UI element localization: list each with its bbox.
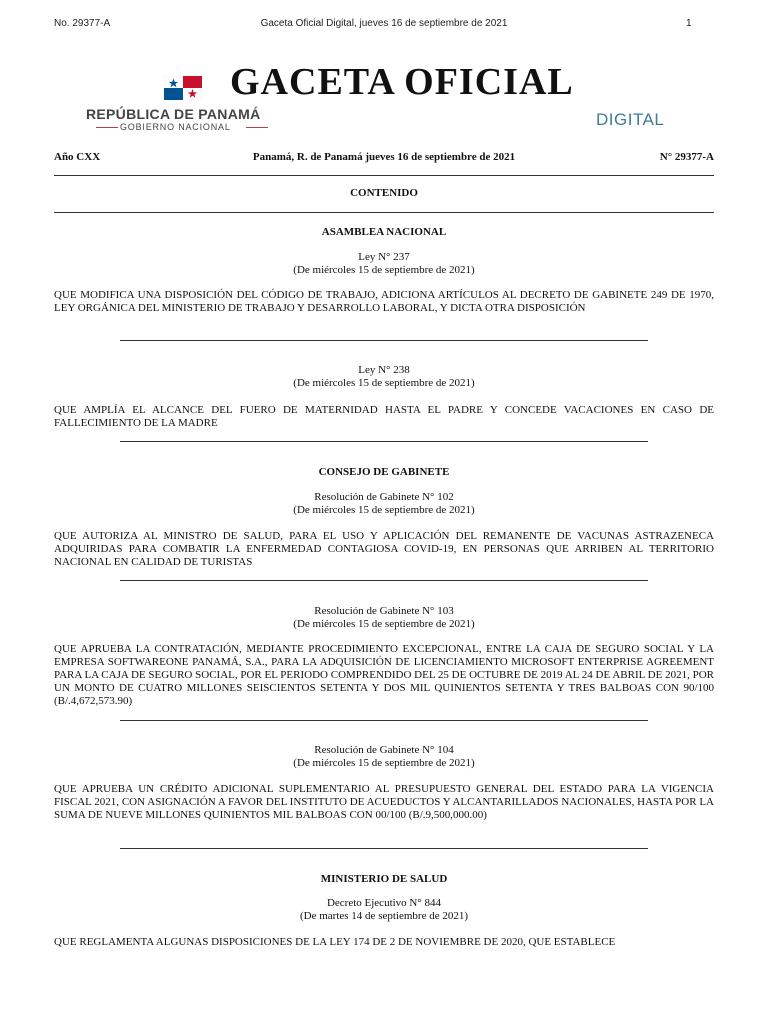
entry-title: Ley N° 237: [358, 251, 410, 263]
entry-title: Resolución de Gabinete N° 102: [314, 491, 454, 503]
contents-heading: CONTENIDO: [350, 187, 418, 199]
entry-date: (De miércoles 15 de septiembre de 2021): [293, 757, 475, 769]
entry-summary: QUE APRUEBA LA CONTRATACIÓN, MEDIANTE PROCEDIMIENTO EXCEPCIONAL, ENTRE LA CAJA DE SEGURO SOCIAL Y LA EMPRESA SOFTWAREONE PANAMÁ, S.A., PARA LA ADQUISICIÓN DE LICENCIAMIENTO MICROSOFT ENTERPRISE AGREEMENT PARA LA CAJA DE SEGURO SOCIAL, POR EL PERIODO COMPRENDIDO DEL 25 DE OCTUBRE DE 2019 AL 24 DE ABRIL DE 2021, POR UN MONTO DE CUATRO MILLONES SEISCIENTOS SETENTA Y DOS MIL QUINIENTOS SETENTA Y TRES BALBOAS CON 90/100 (B/.4,672,573.90): [54, 643, 714, 707]
digital-label: DIGITAL: [596, 110, 665, 129]
section-heading: CONSEJO DE GABINETE: [318, 466, 450, 478]
divider: [120, 848, 648, 849]
panama-flag-icon: [164, 76, 202, 100]
divider: [54, 212, 714, 213]
section-heading: MINISTERIO DE SALUD: [320, 873, 448, 885]
entry-date: (De miércoles 15 de septiembre de 2021): [293, 377, 475, 389]
issue-number-header: No. 29377-A: [54, 18, 111, 29]
divider: [120, 340, 648, 341]
divider: [246, 127, 268, 128]
gazette-title: GACETA OFICIAL: [230, 61, 574, 103]
entry-date: (De miércoles 15 de septiembre de 2021): [293, 264, 475, 276]
entry-date: (De miércoles 15 de septiembre de 2021): [293, 504, 475, 516]
year-label: Año CXX: [54, 151, 101, 163]
entry-title: Resolución de Gabinete N° 104: [314, 744, 454, 756]
issue-number: N° 29377-A: [659, 151, 714, 163]
running-title: Gaceta Oficial Digital, jueves 16 de septiembre de 2021: [260, 18, 508, 29]
entry-summary: QUE APRUEBA UN CRÉDITO ADICIONAL SUPLEMENTARIO AL PRESUPUESTO GENERAL DEL ESTADO PARA LA VIGENCIA FISCAL 2021, CON ASIGNACIÓN A FAVOR DEL INSTITUTO DE ACUEDUCTOS Y ALCANTARILLADOS NACIONALES, HASTA POR LA SUMA DE NUEVE MILLONES QUINIENTOS MIL BALBOAS CON 00/100 (B/.9,500,000.00): [54, 783, 714, 821]
entry-summary: QUE AMPLÍA EL ALCANCE DEL FUERO DE MATERNIDAD HASTA EL PADRE Y CONCEDE VACACIONES EN CASO DE FALLECIMIENTO DE LA MADRE: [54, 404, 714, 429]
entry-summary: QUE REGLAMENTA ALGUNAS DISPOSICIONES DE LA LEY 174 DE 2 DE NOVIEMBRE DE 2020, QUE ESTABLECE: [54, 936, 616, 948]
divider: [120, 580, 648, 581]
entry-title: Ley N° 238: [358, 364, 410, 376]
entry-title: Decreto Ejecutivo N° 844: [326, 897, 442, 909]
government-label: GOBIERNO NACIONAL: [120, 122, 231, 132]
divider: [96, 127, 118, 128]
entry-date: (De martes 14 de septiembre de 2021): [300, 910, 468, 922]
entry-date: (De miércoles 15 de septiembre de 2021): [293, 618, 475, 630]
divider: [120, 441, 648, 442]
divider: [120, 720, 648, 721]
place-date: Panamá, R. de Panamá jueves 16 de septiembre de 2021: [252, 151, 516, 163]
republic-name: REPÚBLICA DE PANAMÁ: [86, 106, 261, 122]
divider: [54, 175, 714, 176]
section-heading: ASAMBLEA NACIONAL: [321, 226, 447, 238]
entry-title: Resolución de Gabinete N° 103: [314, 605, 454, 617]
page-number: 1: [686, 18, 692, 29]
entry-summary: QUE AUTORIZA AL MINISTRO DE SALUD, PARA EL USO Y APLICACIÓN DEL REMANENTE DE VACUNAS ASTRAZENECA ADQUIRIDAS PARA COMBATIR LA ENFERMEDAD CONTAGIOSA COVID-19, EN PERSONAS QUE ARRIBEN AL TERRITORIO NACIONAL EN CALIDAD DE TURISTAS: [54, 530, 714, 568]
entry-summary: QUE MODIFICA UNA DISPOSICIÓN DEL CÓDIGO DE TRABAJO, ADICIONA ARTÍCULOS AL DECRETO DE GABINETE 249 DE 1970, LEY ORGÁNICA DEL MINISTERIO DE TRABAJO Y DESARROLLO LABORAL, Y DICTA OTRA DISPOSICIÓN: [54, 289, 714, 314]
